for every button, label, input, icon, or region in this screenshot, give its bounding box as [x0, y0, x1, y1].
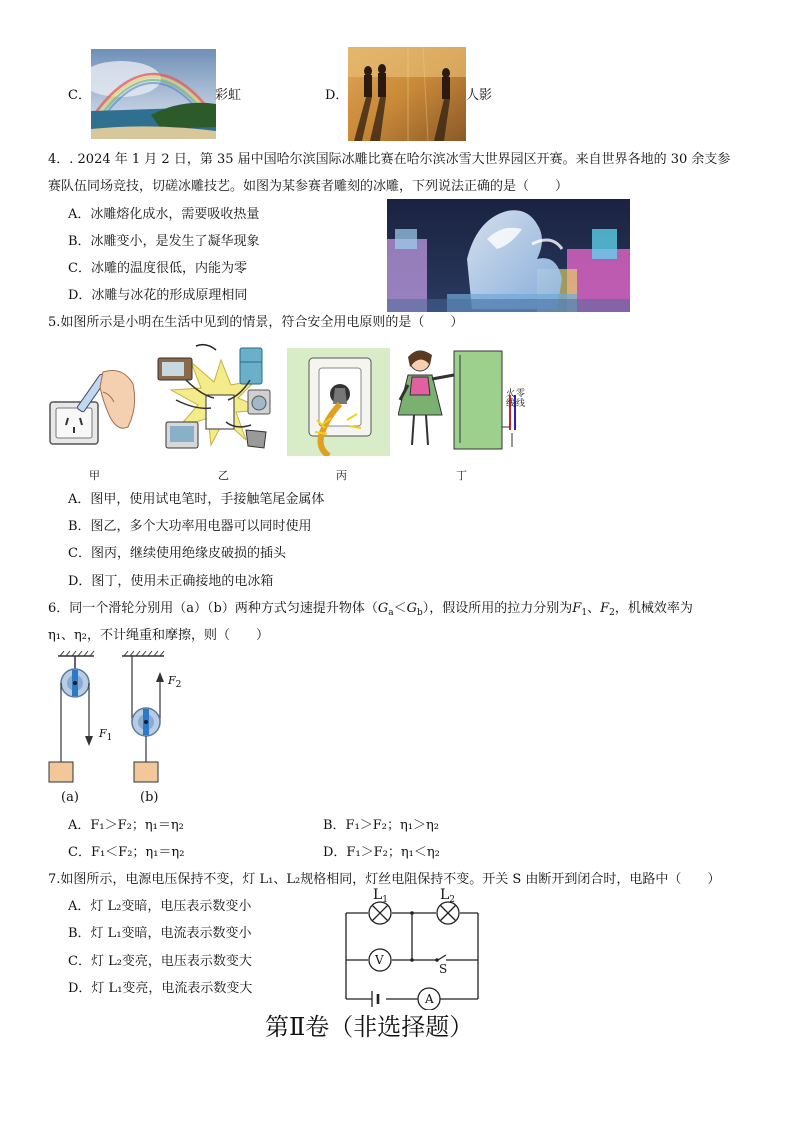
fig-ammeter-a: A	[425, 992, 434, 1006]
q7-option-a: A．灯 L₂变暗，电压表示数变小	[68, 899, 252, 914]
q5-caption-yi: 乙	[218, 469, 229, 482]
q6-stem-text-c: ，机械效率为	[614, 601, 693, 616]
q7-option-b: B．灯 L₁变暗，电流表示数变小	[68, 926, 252, 941]
q6-option-a: A．F₁＞F₂；η₁＝η₂	[68, 818, 184, 833]
fig-label-fire: 火	[506, 389, 516, 399]
fig-l1-sub: 1	[382, 895, 389, 905]
q6-option-c: C．F₁＜F₂；η₁＝η₂	[68, 845, 185, 860]
q6-f2: F	[600, 601, 610, 616]
q6-stem-line2: η₁、η₂，不计绳重和摩擦，则（ ）	[48, 628, 270, 643]
q6-gb: G	[406, 601, 418, 616]
q6-option-b: B．F₁＞F₂；η₁＞η₂	[323, 818, 440, 833]
q6-ga: G	[377, 601, 389, 616]
q3-option-c-label: C．	[68, 88, 91, 103]
pulley-figure	[44, 650, 204, 785]
fig-l2-sub: 2	[449, 895, 456, 905]
q4-option-b: B．冰雕变小，是发生了凝华现象	[68, 234, 260, 249]
q5-option-a: A．图甲，使用试电笔时，手接触笔尾金属体	[68, 492, 325, 507]
figure-jia-tester-pen	[48, 362, 138, 448]
q3-option-d-caption: 人影	[466, 88, 493, 103]
q4-option-d: D．冰雕与冰花的形成原理相同	[68, 288, 248, 303]
rainbow-photo	[91, 49, 216, 139]
q6-lt: ＜	[393, 601, 407, 616]
fig-l1-letter: L	[373, 887, 383, 903]
q6-sep: 、	[587, 601, 601, 616]
q4-option-c: C．冰雕的温度很低，内能为零	[68, 261, 247, 276]
q6-f1-sub: 1	[581, 608, 588, 618]
q4-stem-line1: 4．. 2024 年 1 月 2 日，第 35 届中国哈尔滨国际冰雕比赛在哈尔滨冰雪大世界园区开赛。来自世界各地的 30 余支参	[48, 152, 731, 167]
ice-sculpture-photo	[387, 199, 630, 312]
q6-gb-sub: b	[417, 608, 423, 618]
fig-l2-letter: L	[440, 887, 450, 903]
fig-label-line: 线	[516, 399, 526, 409]
fig-label-wire: 线	[506, 399, 516, 409]
q4-option-a: A．冰雕熔化成水，需要吸收热量	[68, 207, 260, 222]
q6-ga-sub: a	[388, 608, 394, 618]
shadow-photo	[348, 47, 466, 141]
q6-option-d: D．F₁＞F₂；η₁＜η₂	[323, 845, 440, 860]
fig-lamp-l2	[440, 887, 455, 905]
q5-stem: 5.如图所示是小明在生活中见到的情景，符合安全用电原则的是（ ）	[48, 315, 464, 330]
q3-option-d-label: D．	[325, 88, 349, 103]
q6-stem-text-b: ），假设所用的拉力分别为	[422, 601, 573, 616]
section-title: 第Ⅱ卷（非选择题）	[265, 1013, 474, 1041]
fig-f2-sub: 2	[175, 680, 182, 690]
q6-stem-line1	[48, 601, 693, 621]
fig-caption-b: (b)	[140, 790, 159, 805]
fig-label-zero: 零	[516, 389, 526, 399]
fig-switch-s: S	[439, 962, 448, 976]
q6-stem-text-a: 6．同一个滑轮分别用（a）（b）两种方式匀速提升物体（	[48, 601, 378, 616]
q5-caption-jia: 甲	[89, 469, 100, 482]
fig-caption-a: (a)	[61, 790, 79, 805]
q7-option-d: D．灯 L₁变亮，电流表示数变大	[68, 981, 253, 996]
figure-bing-damaged-plug	[287, 348, 390, 456]
fig-f1-sub: 1	[106, 733, 113, 743]
q5-option-b: B．图乙，多个大功率用电器可以同时使用	[68, 519, 312, 534]
q6-f2-sub: 2	[609, 608, 615, 618]
q6-f1: F	[572, 601, 582, 616]
q5-option-d: D．图丁，使用未正确接地的电冰箱	[68, 574, 274, 589]
fig-f1	[99, 727, 112, 743]
circuit-diagram	[340, 885, 490, 1010]
q3-option-c-caption: 彩虹	[215, 88, 242, 103]
fig-f1-letter: F	[99, 727, 107, 740]
fig-voltmeter-v: V	[375, 953, 384, 967]
fig-f2	[168, 674, 181, 690]
fig-lamp-l1	[373, 887, 388, 905]
figure-yi-overloaded-outlet	[156, 340, 286, 458]
q7-stem: 7.如图所示，电源电压保持不变，灯 L₁、L₂规格相同，灯丝电阻保持不变。开关 S 由断开到闭合时，电路中（ ）	[48, 872, 721, 887]
q7-option-c: C．灯 L₂变亮，电压表示数变大	[68, 954, 252, 969]
q5-caption-ding: 丁	[456, 469, 467, 482]
q5-option-c: C．图丙，继续使用绝缘皮破损的插头	[68, 546, 286, 561]
fig-f2-letter: F	[168, 674, 176, 687]
q4-stem-line2: 赛队伍同场竞技，切磋冰雕技艺。如图为某参赛者雕刻的冰雕，下列说法正确的是（ ）	[48, 179, 569, 194]
q5-caption-bing: 丙	[336, 469, 347, 482]
